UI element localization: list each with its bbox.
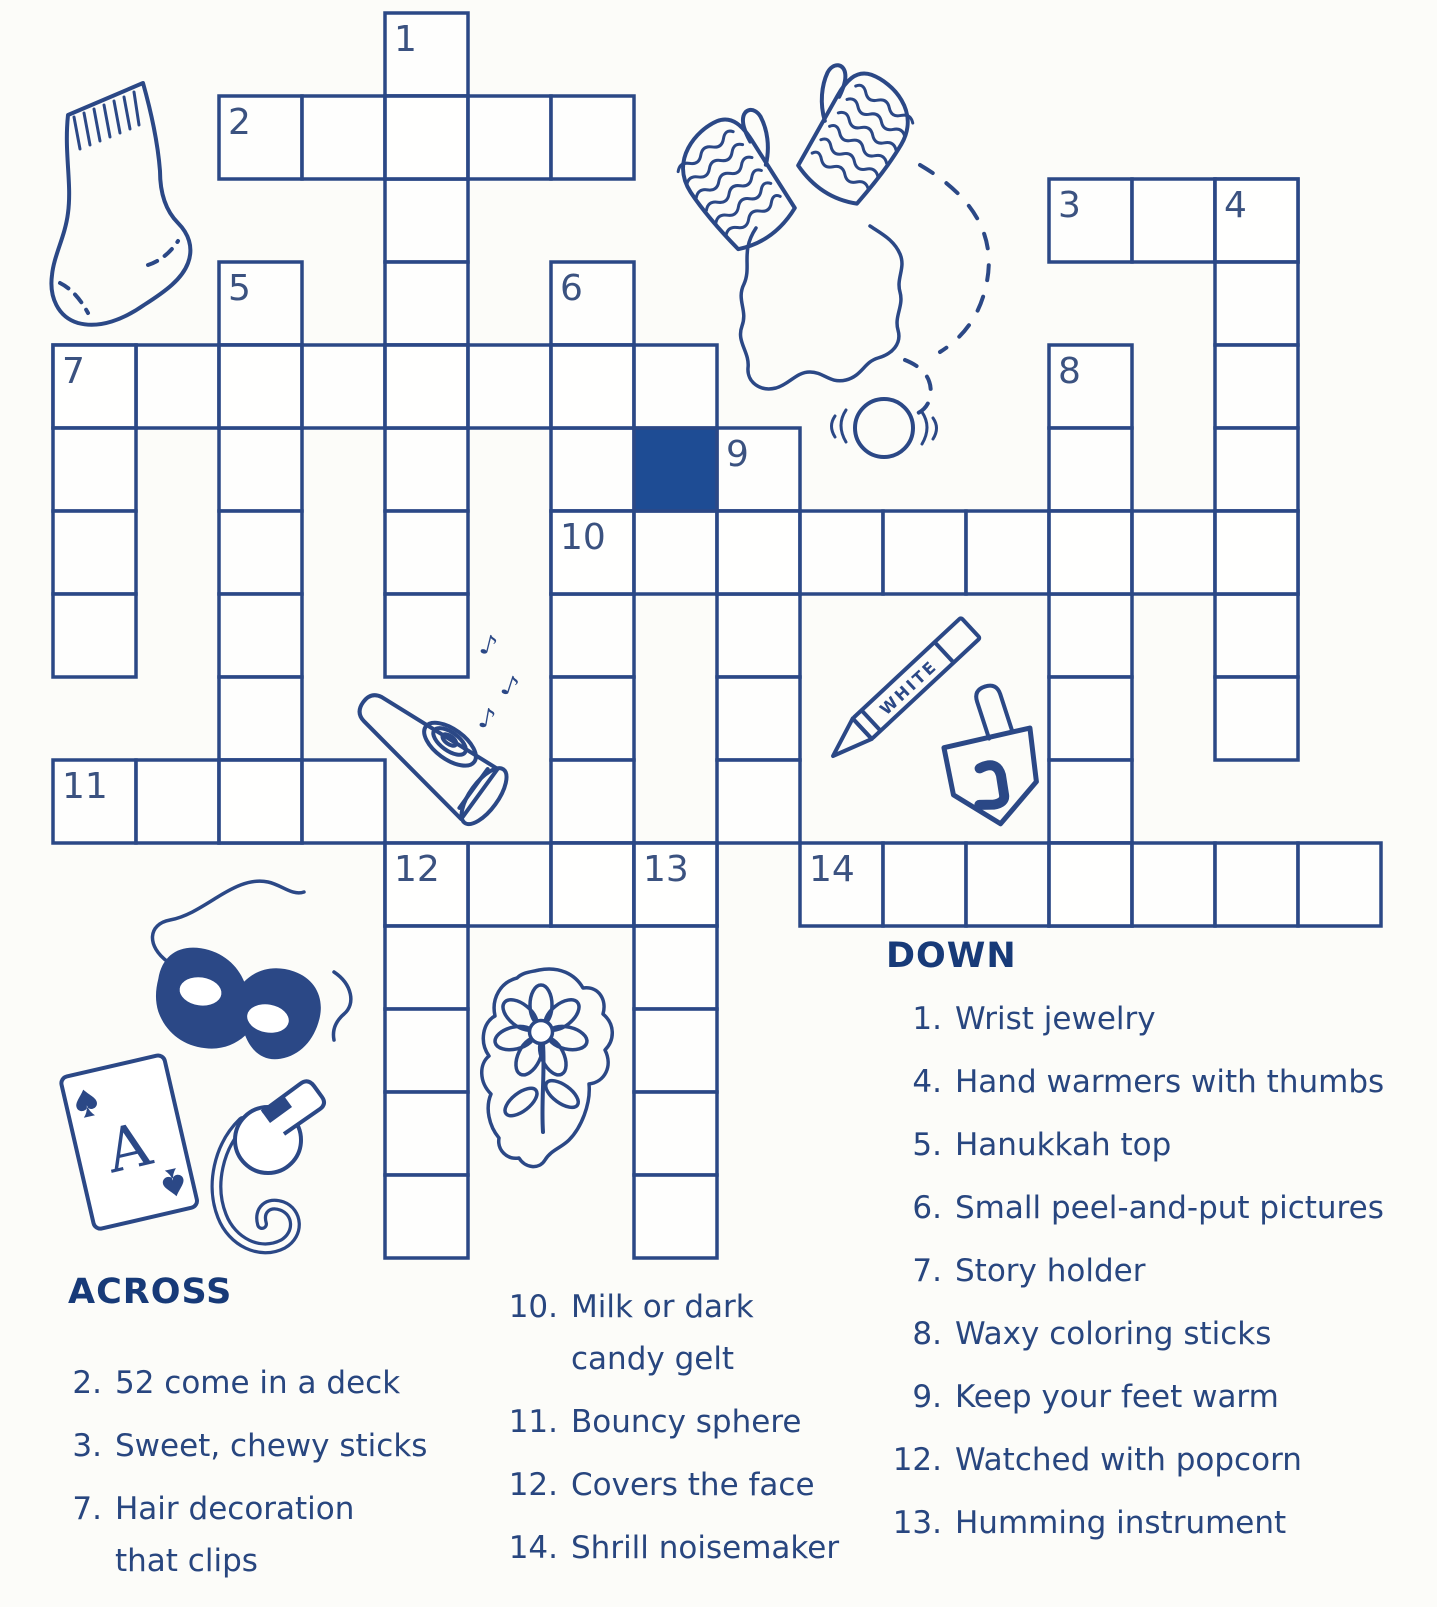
cell-number: 10 <box>560 517 606 558</box>
clue-text: Wrist jewelry <box>955 1001 1156 1037</box>
clue-item <box>872 1317 1432 1351</box>
grid-cell[interactable] <box>385 1175 468 1258</box>
clue-item <box>492 1290 892 1376</box>
grid-cell[interactable] <box>302 96 385 179</box>
across-clues-continued <box>492 1290 892 1594</box>
grid-cell[interactable] <box>966 843 1049 926</box>
clue-item <box>872 1002 1432 1036</box>
cell-number: 6 <box>560 268 583 309</box>
grid-cell[interactable] <box>883 843 966 926</box>
across-clue-list-col1 <box>54 1366 474 1578</box>
grid-cell[interactable] <box>219 760 302 843</box>
clue-item <box>492 1405 892 1439</box>
clue-number: 6. <box>912 1190 942 1226</box>
cell-number: 4 <box>1224 185 1247 226</box>
clue-item <box>872 1191 1432 1225</box>
grid-cell[interactable] <box>468 843 551 926</box>
clue-number: 10. <box>508 1289 558 1325</box>
cell-number: 11 <box>62 766 108 807</box>
grid-cell[interactable] <box>551 760 634 843</box>
clue-text: Shrill noisemaker <box>571 1530 840 1566</box>
mitten-trail <box>740 226 901 389</box>
clue-text: 52 come in a deck <box>115 1365 401 1401</box>
clue-text: Sweet, chewy sticks <box>115 1428 428 1464</box>
down-clues-section <box>872 936 1432 1569</box>
clue-text: Keep your feet warm <box>955 1379 1279 1415</box>
cell-number: 12 <box>394 849 440 890</box>
grid-cell[interactable] <box>385 511 468 594</box>
grid-cell[interactable] <box>468 96 551 179</box>
grid-cell[interactable] <box>385 262 468 345</box>
grid-cell[interactable] <box>1049 760 1132 843</box>
down-clue-list <box>872 1002 1432 1540</box>
cell-number: 3 <box>1058 185 1081 226</box>
clue-item <box>54 1492 474 1578</box>
clue-number: 5. <box>912 1127 942 1163</box>
svg-text:♪: ♪ <box>476 628 501 663</box>
grid-cell[interactable] <box>634 345 717 428</box>
grid-cell[interactable] <box>717 677 800 760</box>
clue-number: 11. <box>508 1404 558 1440</box>
across-header: ACROSS <box>68 1272 233 1312</box>
grid-cell[interactable] <box>53 594 136 677</box>
clue-item <box>872 1254 1432 1288</box>
clue-number: 7. <box>72 1491 102 1527</box>
grid-cell[interactable] <box>219 594 302 677</box>
grid-cell[interactable] <box>1049 843 1132 926</box>
grid-cell[interactable] <box>302 345 385 428</box>
grid-cell[interactable] <box>551 96 634 179</box>
grid-cell[interactable] <box>385 179 468 262</box>
clue-text: Hand warmers with thumbs <box>955 1064 1385 1100</box>
clue-number: 13. <box>892 1505 942 1541</box>
cell-number: 5 <box>228 268 251 309</box>
grid-cell[interactable] <box>1215 345 1298 428</box>
clue-item <box>872 1443 1432 1477</box>
clue-number: 4. <box>912 1064 942 1100</box>
across-clue-list-col2 <box>492 1290 892 1565</box>
across-clues-section <box>54 1272 474 1607</box>
grid-cell[interactable] <box>1298 843 1381 926</box>
cell-number: 7 <box>62 351 85 392</box>
grid-cell[interactable] <box>1132 511 1215 594</box>
dreidel-icon <box>935 680 1044 830</box>
grid-cell[interactable] <box>1215 594 1298 677</box>
cell-number: 14 <box>809 849 855 890</box>
grid-cell[interactable] <box>1215 511 1298 594</box>
cell-number: 1 <box>394 19 417 60</box>
clue-number: 1. <box>912 1001 942 1037</box>
grid-cell[interactable] <box>53 511 136 594</box>
svg-text:A: A <box>99 1109 158 1188</box>
whistle-icon <box>217 1081 325 1248</box>
grid-cell[interactable] <box>717 511 800 594</box>
grid-cell[interactable] <box>1049 428 1132 511</box>
grid-cell[interactable] <box>717 760 800 843</box>
clue-item <box>872 1065 1432 1099</box>
grid-cell[interactable] <box>219 511 302 594</box>
clue-item <box>54 1429 474 1463</box>
clue-number: 2. <box>72 1365 102 1401</box>
clue-text: Milk or dark candy gelt <box>571 1289 754 1377</box>
clue-item <box>54 1366 474 1400</box>
clue-item <box>872 1506 1432 1540</box>
grid-cell[interactable] <box>219 428 302 511</box>
grid-cell[interactable] <box>1215 843 1298 926</box>
flower-sticker-icon <box>482 969 613 1167</box>
grid-cell[interactable] <box>219 677 302 760</box>
clue-item <box>872 1380 1432 1414</box>
grid-cell[interactable] <box>1049 677 1132 760</box>
grid-cell[interactable] <box>551 843 634 926</box>
grid-cell[interactable] <box>468 345 551 428</box>
grid-cell[interactable] <box>385 594 468 677</box>
mittens-icon <box>665 53 925 389</box>
grid-cell[interactable] <box>1215 262 1298 345</box>
clue-item <box>492 1468 892 1502</box>
grid-cell[interactable] <box>385 96 468 179</box>
grid-cell[interactable] <box>1132 179 1215 262</box>
clue-text: Waxy coloring sticks <box>955 1316 1272 1352</box>
music-notes-icon <box>476 629 523 736</box>
grid-cell[interactable] <box>385 345 468 428</box>
grid-cell[interactable] <box>219 345 302 428</box>
clue-text: Hanukkah top <box>955 1127 1172 1163</box>
grid-cell[interactable] <box>1049 594 1132 677</box>
grid-cell[interactable] <box>634 1175 717 1258</box>
grid-cell[interactable] <box>883 511 966 594</box>
playing-card-icon <box>60 1054 198 1230</box>
grid-cell[interactable] <box>966 511 1049 594</box>
blocked-cell <box>634 428 717 511</box>
grid-cell[interactable] <box>302 760 385 843</box>
clue-text: Covers the face <box>571 1467 815 1503</box>
grid-cell[interactable] <box>385 1092 468 1175</box>
clue-number: 7. <box>912 1253 942 1289</box>
grid-cell[interactable] <box>634 1092 717 1175</box>
clue-number: 14. <box>508 1530 558 1566</box>
clue-number: 8. <box>912 1316 942 1352</box>
grid-cell[interactable] <box>53 428 136 511</box>
cell-number: 13 <box>643 849 689 890</box>
clue-text: Hair decoration that clips <box>115 1491 355 1579</box>
clue-number: 12. <box>508 1467 558 1503</box>
grid-cell[interactable] <box>800 511 883 594</box>
svg-text:♪: ♪ <box>475 702 499 736</box>
svg-text:♪: ♪ <box>496 669 523 704</box>
clue-item <box>492 1531 892 1565</box>
grid-cell[interactable] <box>634 511 717 594</box>
clue-text: Story holder <box>955 1253 1146 1289</box>
grid-cell[interactable] <box>551 428 634 511</box>
bouncing-ball-icon <box>832 165 989 457</box>
down-header: DOWN <box>886 936 1017 976</box>
grid-cell[interactable] <box>385 428 468 511</box>
clue-text: Watched with popcorn <box>955 1442 1302 1478</box>
clue-number: 12. <box>892 1442 942 1478</box>
cell-number: 2 <box>228 102 251 143</box>
grid-cell[interactable] <box>634 1009 717 1092</box>
grid-cell[interactable] <box>551 594 634 677</box>
clue-text: Humming instrument <box>955 1505 1287 1541</box>
grid-cell[interactable] <box>136 760 219 843</box>
cell-number: 8 <box>1058 351 1081 392</box>
clue-text: Small peel-and-put pictures <box>955 1190 1384 1226</box>
clue-number: 9. <box>912 1379 942 1415</box>
cell-number: 9 <box>726 434 749 475</box>
grid-cell[interactable] <box>634 926 717 1009</box>
eye-mask-icon <box>144 881 350 1074</box>
clue-item <box>872 1128 1432 1162</box>
grid-cell[interactable] <box>1215 428 1298 511</box>
svg-text:WHITE: WHITE <box>876 656 942 719</box>
grid-cell[interactable] <box>1132 843 1215 926</box>
grid-cell[interactable] <box>551 677 634 760</box>
grid-cell[interactable] <box>1049 511 1132 594</box>
grid-cell[interactable] <box>385 926 468 1009</box>
grid-cell[interactable] <box>385 1009 468 1092</box>
grid-cell[interactable] <box>717 594 800 677</box>
clue-number: 3. <box>72 1428 102 1464</box>
grid-cell[interactable] <box>136 345 219 428</box>
grid-cell[interactable] <box>1215 677 1298 760</box>
clue-text: Bouncy sphere <box>571 1404 802 1440</box>
grid-cell[interactable] <box>551 345 634 428</box>
sock-icon <box>51 83 190 325</box>
